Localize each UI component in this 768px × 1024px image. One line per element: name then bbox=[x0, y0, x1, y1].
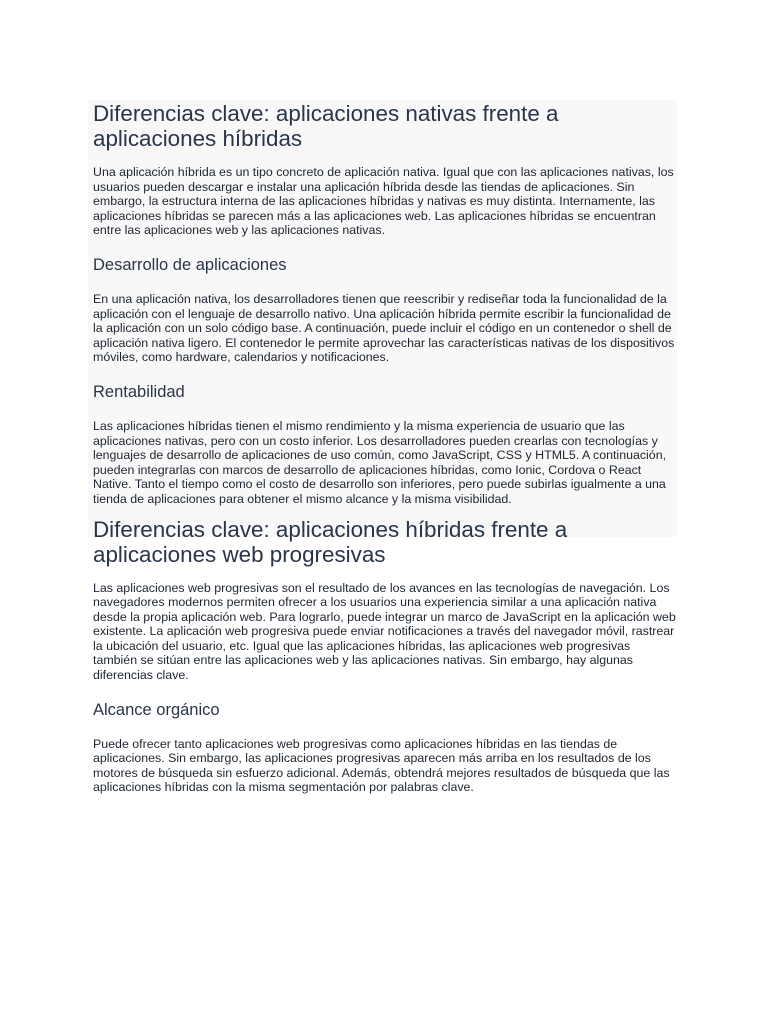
section-heading-hybrid-vs-pwa: Diferencias clave: aplicaciones híbridas frente a aplicaciones web progresivas bbox=[93, 516, 568, 567]
section-heading-native-vs-hybrid: Diferencias clave: aplicaciones nativas frente a aplicaciones híbridas bbox=[93, 101, 559, 151]
paragraph-organic-reach: Puede ofrecer tanto aplicaciones web progresivas como aplicaciones híbridas en las tiendas de aplicaciones. Sin embargo, las aplicaciones progresivas aparecen más arriba en los resultados de los motores de búsqueda sin esfuerzo adicional. Además, obtendrá mejores resultados de búsqueda que las aplicaciones híbridas con la misma segmentación por palabras clave. bbox=[93, 736, 670, 795]
section-intro-native-vs-hybrid: Una aplicación híbrida es un tipo concreto de aplicación nativa. Igual que con las aplicaciones nativas, los usuarios pueden descargar e instalar una aplicación híbrida desde las tiendas de aplicaciones. Sin embargo, la estructura interna de las aplicaciones híbridas y nativas es muy distinta. Internamente, las aplicaciones híbridas se parecen más a las aplicaciones web. Las aplicaciones híbridas se encuentran entre las aplicaciones web y las aplicaciones nativas. bbox=[93, 165, 674, 238]
section-intro-hybrid-vs-pwa: Las aplicaciones web progresivas son el resultado de los avances en las tecnologías de navegación. Los navegadores modernos permiten ofrecer a los usuarios una experiencia similar a una aplicación nativa desde la propia aplicación web. Para lograrlo, puede integrar un marco de JavaScript en la aplicación web existente. La aplicación web progresiva puede enviar notificaciones a través del navegador móvil, rastrear la ubicación del usuario, etc. Igual que las aplicaciones híbridas, las aplicaciones web progresivas también se sitúan entre las aplicaciones web y las aplicaciones nativas. Sin embargo, hay algunas diferencias clave. bbox=[93, 580, 676, 683]
subheading-organic-reach: Alcance orgánico bbox=[93, 700, 220, 719]
subheading-app-development: Desarrollo de aplicaciones bbox=[93, 255, 287, 274]
paragraph-cost-effectiveness: Las aplicaciones híbridas tienen el mismo rendimiento y la misma experiencia de usuario que las aplicaciones nativas, pero con un costo inferior. Los desarrolladores pueden crearlas con tecnologías y lenguajes de desarrollo de aplicaciones de uso común, como JavaScript, CSS y HTML5. A continuación, pueden integrarlas con marcos de desarrollo de aplicaciones híbridas, como Ionic, Cordova o React Native. Tanto el tiempo como el costo de desarrollo son inferiores, pero puede subirlas igualmente a una tienda de aplicaciones para obtener el mismo alcance y la misma visibilidad. bbox=[93, 418, 667, 506]
paragraph-app-development: En una aplicación nativa, los desarrolladores tienen que reescribir y rediseñar toda la funcionalidad de la aplicación con el lenguaje de desarrollo nativo. Una aplicación híbrida permite escribir la funcionalidad de la aplicación con un solo código base. A continuación, puede incluir el código en un contenedor o shell de aplicación nativa ligero. El contenedor le permite aprovechar las características nativas de los dispositivos móviles, como hardware, calendarios y notificaciones. bbox=[93, 291, 675, 365]
document-content bbox=[93, 100, 677, 795]
subheading-cost-effectiveness: Rentabilidad bbox=[93, 382, 185, 401]
